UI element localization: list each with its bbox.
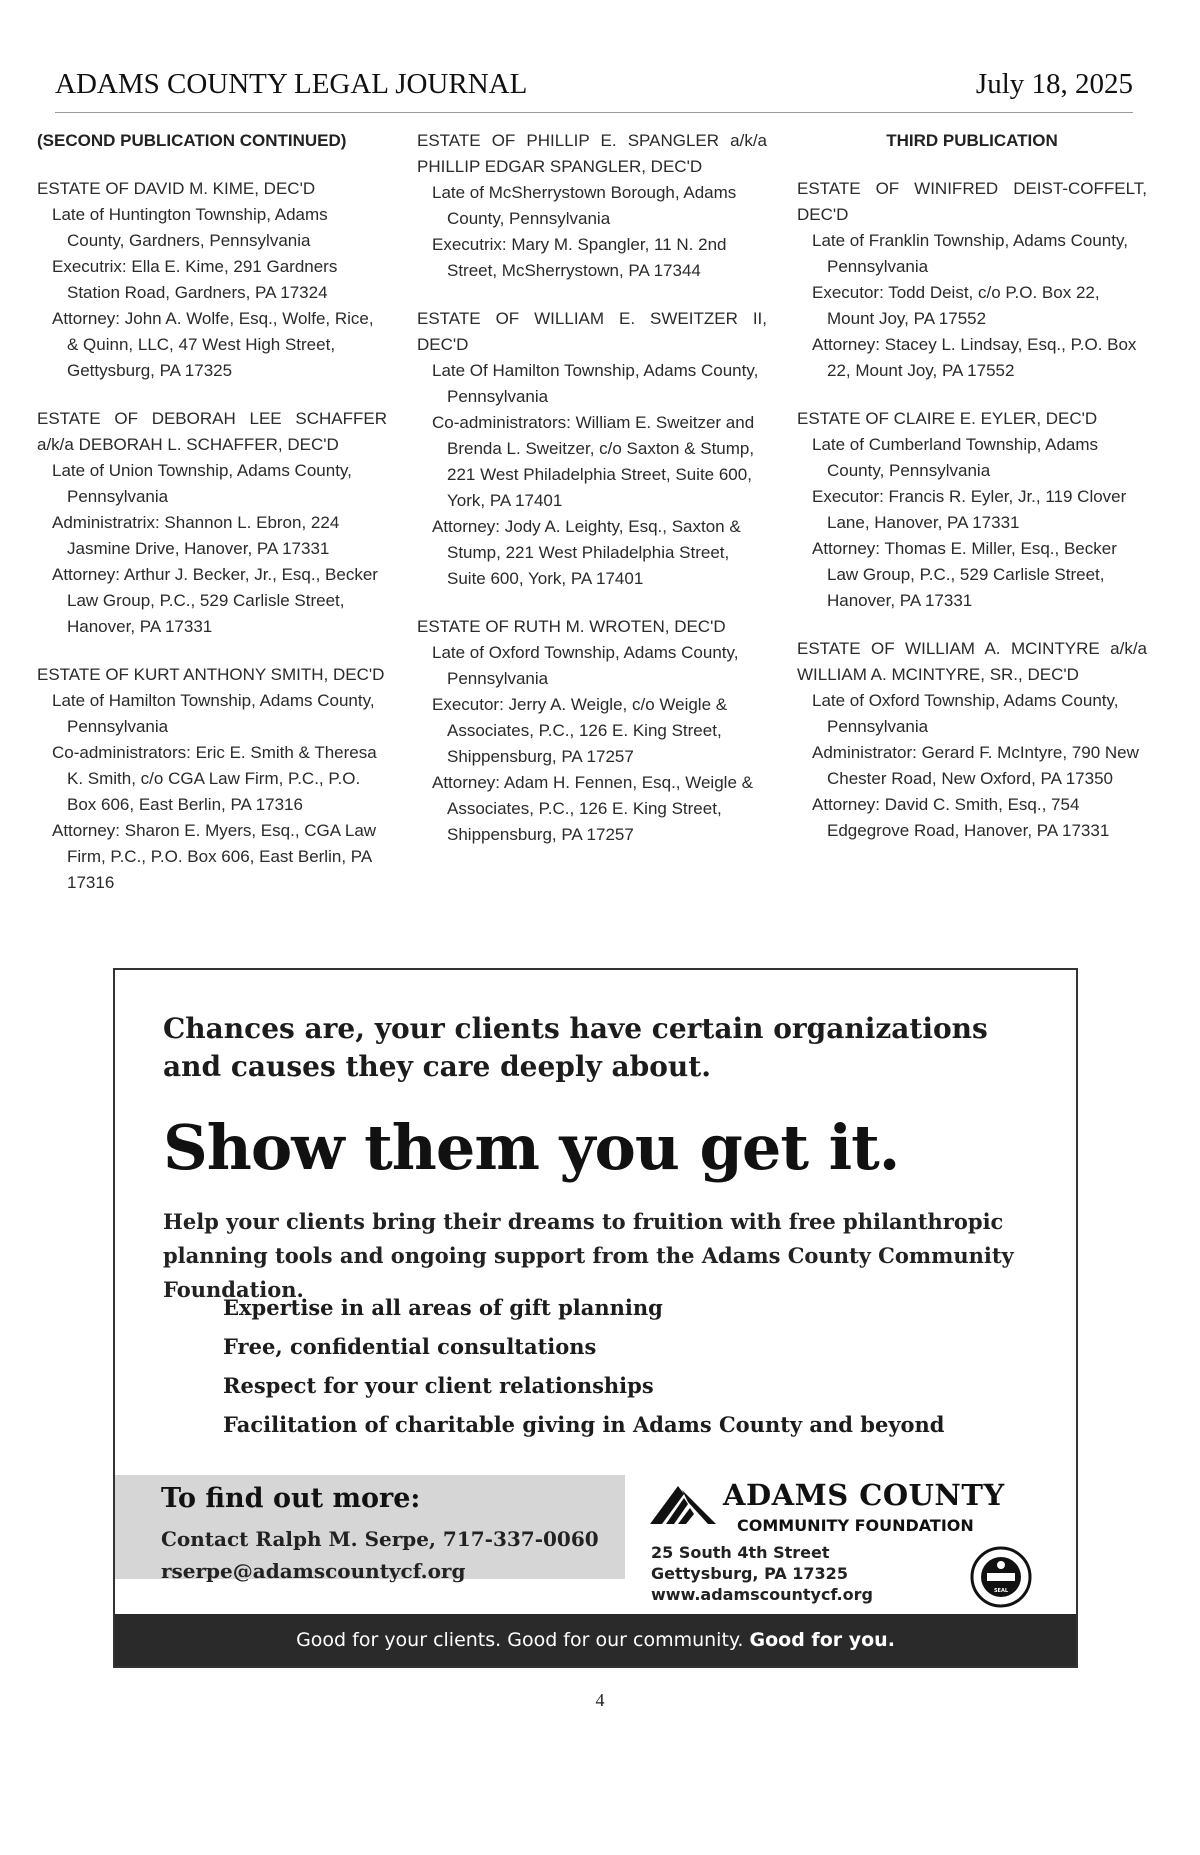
column-2	[417, 128, 767, 870]
notice-line: Attorney: Jody A. Leighty, Esq., Saxton & Stump, 221 West Philadelphia Street, Suite 600, York, PA 17401	[432, 517, 741, 588]
address-street: 25 South 4th Street	[651, 1543, 830, 1562]
estate-notice	[417, 128, 767, 284]
estate-name: ESTATE OF RUTH M. WROTEN, DEC'D	[417, 617, 726, 636]
notice-line: Executor: Francis R. Eyler, Jr., 119 Clover Lane, Hanover, PA 17331	[812, 487, 1127, 532]
notice-line: Co-administrators: William E. Sweitzer and Brenda L. Sweitzer, c/o Saxton & Stump, 221 West Philadelphia Street, Suite 600, York, PA 17401	[432, 413, 755, 510]
estate-name: ESTATE OF WINIFRED DEIST-COFFELT, DEC'D	[797, 179, 1147, 224]
ad-benefits-list	[223, 1288, 1023, 1444]
estate-notice	[417, 306, 767, 592]
benefit-item: Respect for your client relationships	[223, 1373, 654, 1398]
estate-notice	[37, 176, 387, 384]
notice-line: Late of Cumberland Township, Adams County, Pennsylvania	[812, 435, 1099, 480]
estate-name: ESTATE OF WILLIAM E. SWEITZER II, DEC'D	[417, 309, 767, 354]
notice-line: Executor: Todd Deist, c/o P.O. Box 22, Mount Joy, PA 17552	[812, 283, 1100, 328]
notice-line: Attorney: Sharon E. Myers, Esq., CGA Law Firm, P.C., P.O. Box 606, East Berlin, PA 17316	[52, 821, 377, 892]
notice-line: Executrix: Mary M. Spangler, 11 N. 2nd Street, McSherrystown, PA 17344	[432, 235, 727, 280]
notice-line: Attorney: Arthur J. Becker, Jr., Esq., Becker Law Group, P.C., 529 Carlisle Street, Hanover, PA 17331	[52, 565, 378, 636]
notice-line: Late of Oxford Township, Adams County, Pennsylvania	[812, 691, 1119, 736]
contact-person: Contact Ralph M. Serpe, 717-337-0060	[161, 1527, 599, 1551]
estate-name: ESTATE OF PHILLIP E. SPANGLER a/k/a PHILLIP EDGAR SPANGLER, DEC'D	[417, 131, 767, 176]
benefit-item: Free, confidential consultations	[223, 1334, 597, 1359]
estate-notice	[417, 614, 767, 848]
notice-line: Executrix: Ella E. Kime, 291 Gardners Station Road, Gardners, PA 17324	[52, 257, 338, 302]
notice-line: Attorney: Stacey L. Lindsay, Esq., P.O. Box 22, Mount Joy, PA 17552	[812, 335, 1137, 380]
estate-notice	[37, 662, 387, 896]
ad-footer-tagline	[115, 1614, 1076, 1666]
legal-notices	[37, 128, 1162, 958]
tagline-part-1: Good for your clients. Good for our community.	[296, 1629, 744, 1651]
tagline-part-2: Good for you.	[749, 1629, 895, 1651]
foundation-logo-icon	[648, 1482, 718, 1526]
notice-line: Late of Huntington Township, Adams County, Gardners, Pennsylvania	[52, 205, 328, 250]
issue-date: July 18, 2025	[975, 68, 1133, 100]
notice-line: Attorney: Adam H. Fennen, Esq., Weigle & Associates, P.C., 126 E. King Street, Shippensburg, PA 17257	[432, 773, 753, 844]
notice-line: Late of Union Township, Adams County, Pennsylvania	[52, 461, 352, 506]
notice-line: Late of Franklin Township, Adams County, Pennsylvania	[812, 231, 1128, 276]
benefit-item: Expertise in all areas of gift planning	[223, 1295, 663, 1320]
contact-email[interactable]: rserpe@adamscountycf.org	[161, 1559, 466, 1583]
journal-title: ADAMS COUNTY LEGAL JOURNAL	[55, 68, 528, 100]
estate-notice	[797, 176, 1147, 384]
organization-name: ADAMS COUNTY	[723, 1478, 1005, 1512]
section-heading: (SECOND PUBLICATION CONTINUED)	[37, 131, 347, 150]
notice-line: Attorney: David C. Smith, Esq., 754 Edgegrove Road, Hanover, PA 17331	[812, 795, 1110, 840]
contact-box	[115, 1475, 625, 1583]
estate-name: ESTATE OF KURT ANTHONY SMITH, DEC'D	[37, 665, 385, 684]
find-out-more: To find out more:	[161, 1483, 421, 1514]
page-number: 4	[595, 1690, 605, 1710]
estate-notice	[797, 406, 1147, 614]
notice-line: Attorney: Thomas E. Miller, Esq., Becker Law Group, P.C., 529 Carlisle Street, Hanover, PA 17331	[812, 539, 1117, 610]
website-link[interactable]: www.adamscountycf.org	[651, 1585, 873, 1604]
organization-subtitle: COMMUNITY FOUNDATION	[737, 1516, 974, 1535]
page-header	[55, 62, 1133, 113]
foundation-advertisement	[113, 968, 1078, 1668]
notice-line: Late of Oxford Township, Adams County, Pennsylvania	[432, 643, 739, 688]
estate-name: ESTATE OF DEBORAH LEE SCHAFFER a/k/a DEBORAH L. SCHAFFER, DEC'D	[37, 409, 387, 454]
address-city: Gettysburg, PA 17325	[651, 1564, 848, 1583]
estate-name: ESTATE OF CLAIRE E. EYLER, DEC'D	[797, 409, 1098, 428]
notice-line: Administrator: Gerard F. McIntyre, 790 New Chester Road, New Oxford, PA 17350	[812, 743, 1139, 788]
ad-description: Help your clients bring their dreams to fruition with free philanthropic planning tools and ongoing support from the Adams County Community Foundation.	[163, 1209, 1014, 1302]
estate-notice	[797, 636, 1147, 844]
notice-line: Administratrix: Shannon L. Ebron, 224 Jasmine Drive, Hanover, PA 17331	[52, 513, 340, 558]
section-heading: THIRD PUBLICATION	[886, 131, 1058, 150]
estate-name: ESTATE OF DAVID M. KIME, DEC'D	[37, 179, 316, 198]
column-3	[797, 128, 1147, 866]
national-standards-seal-icon	[970, 1546, 1032, 1608]
column-1	[37, 128, 387, 918]
notice-line: Co-administrators: Eric E. Smith & Theresa K. Smith, c/o CGA Law Firm, P.C., P.O. Box 606, East Berlin, PA 17316	[52, 743, 377, 814]
ad-intro: Chances are, your clients have certain organizations and causes they care deeply about.	[163, 1012, 988, 1083]
notice-line: Late of Hamilton Township, Adams County, Pennsylvania	[52, 691, 375, 736]
organization-address	[651, 1542, 873, 1605]
ad-headline: Show them you get it.	[163, 1111, 900, 1184]
benefit-item: Facilitation of charitable giving in Adams County and beyond	[223, 1412, 945, 1437]
estate-name: ESTATE OF WILLIAM A. MCINTYRE a/k/a WILLIAM A. MCINTYRE, SR., DEC'D	[797, 639, 1147, 684]
notice-line: Late Of Hamilton Township, Adams County, Pennsylvania	[432, 361, 759, 406]
svg-text:SEAL: SEAL	[993, 1588, 1009, 1594]
notice-line: Late of McSherrystown Borough, Adams County, Pennsylvania	[432, 183, 737, 228]
notice-line: Attorney: John A. Wolfe, Esq., Wolfe, Rice, & Quinn, LLC, 47 West High Street, Gettysburg, PA 17325	[52, 309, 374, 380]
estate-notice	[37, 406, 387, 640]
notice-line: Executor: Jerry A. Weigle, c/o Weigle & Associates, P.C., 126 E. King Street, Shippensburg, PA 17257	[432, 695, 728, 766]
